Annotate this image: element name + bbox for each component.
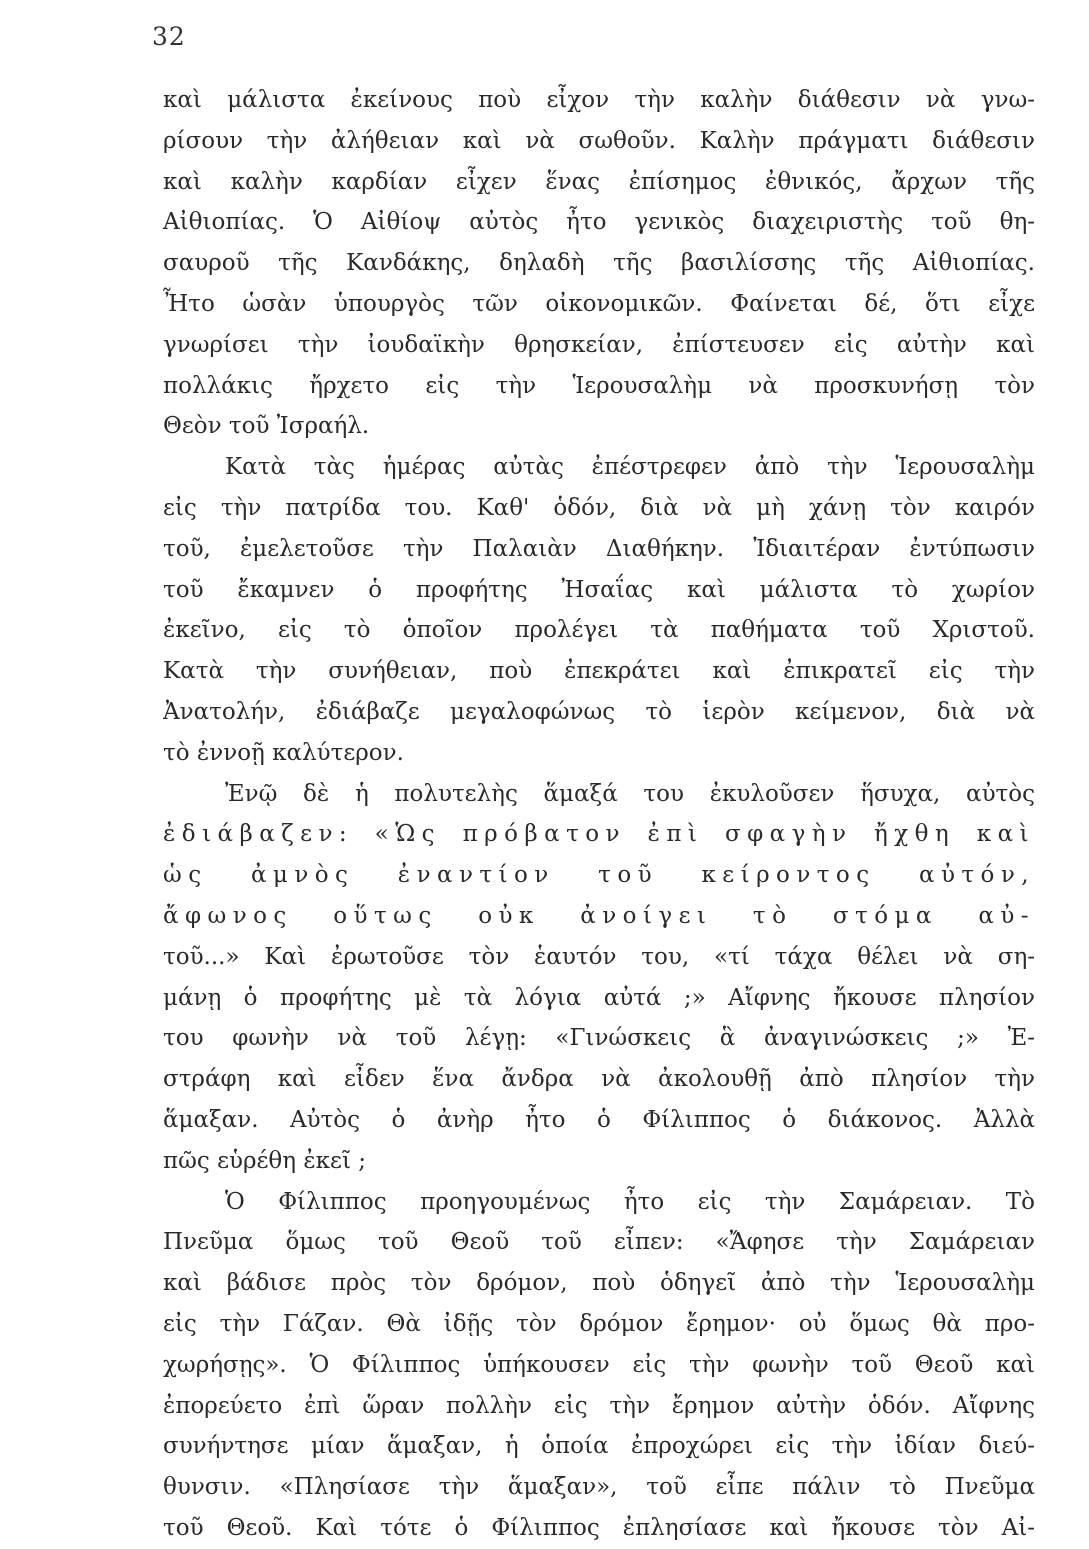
text-line: καὶ καλὴν καρδίαν εἶχεν ἕνας ἐπίσημος ἐθνικός, ἄρχων τῆς bbox=[163, 168, 1035, 195]
text-line: Ἐνῷ δὲ ἡ πολυτελὴς ἅμαξά του ἐκυλοῦσεν ἥσυχα, αὐτὸς bbox=[225, 780, 1035, 807]
text-line: ἐπορεύετο ἐπὶ ὥραν πολλὴν εἰς τὴν ἔρημον αὐτὴν ὁδόν. Αἴφνης bbox=[163, 1392, 1035, 1419]
text-line: Ἦτο ὡσὰν ὑπουργὸς τῶν οἰκονομικῶν. Φαίνεται δέ, ὅτι εἶχε bbox=[163, 290, 1035, 317]
text-line: Κατὰ τὰς ἡμέρας αὐτὰς ἐπέστρεφεν ἀπὸ τὴν Ἱερουσαλὴμ bbox=[225, 454, 1035, 481]
text-line: ἐκεῖνο, εἰς τὸ ὁποῖον προλέγει τὰ παθήματα τοῦ Χριστοῦ. bbox=[163, 617, 1035, 644]
text-line: τοῦ, ἐμελετοῦσε τὴν Παλαιὰν Διαθήκην. Ἰδιαιτέραν ἐντύπωσιν bbox=[163, 535, 1035, 562]
text-line: τοῦ Θεοῦ. Καὶ τότε ὁ Φίλιππος ἐπλησίασε καὶ ἤκουσε τὸν Αἰ- bbox=[163, 1514, 1035, 1541]
text-line: τοῦ...» Καὶ ἐρωτοῦσε τὸν ἑαυτόν του, «τί τάχα θέλει νὰ ση- bbox=[163, 943, 1035, 970]
text-line: πῶς εὑρέθη ἐκεῖ ; bbox=[163, 1147, 367, 1174]
text-line: Αἰθιοπίας. Ὁ Αἰθίοψ αὐτὸς ἦτο γενικὸς διαχειριστὴς τοῦ θη- bbox=[163, 209, 1035, 236]
text-line: Ἀνατολήν, ἐδιάβαζε μεγαλοφώνως τὸ ἱερὸν κείμενον, διὰ νὰ bbox=[163, 698, 1035, 725]
text-line: θυνσιν. «Πλησίασε τὴν ἅμαξαν», τοῦ εἶπε πάλιν τὸ Πνεῦμα bbox=[163, 1474, 1035, 1501]
text-line: καὶ μάλιστα ἐκείνους ποὺ εἶχον τὴν καλὴν διάθεσιν νὰ γνω- bbox=[163, 87, 1035, 113]
text-line: στράφη καὶ εἶδεν ἕνα ἄνδρα νὰ ἀκολουθῇ ἀπὸ πλησίον τὴν bbox=[163, 1066, 1035, 1093]
text-line: Ὁ Φίλιππος προηγουμένως ἦτο εἰς τὴν Σαμάρειαν. Τὸ bbox=[225, 1188, 1035, 1215]
page-number: 32 bbox=[152, 22, 186, 51]
text-line: χωρήσῃς». Ὁ Φίλιππος ὑπήκουσεν εἰς τὴν φωνὴν τοῦ Θεοῦ καὶ bbox=[163, 1351, 1035, 1378]
text-line: τὸ ἐννοῇ καλύτερον. bbox=[163, 739, 404, 766]
text-line: μάνῃ ὁ προφήτης μὲ τὰ λόγια αὐτά ;» Αἴφνης ἤκουσε πλησίον bbox=[163, 984, 1035, 1011]
text-line: πολλάκις ἤρχετο εἰς τὴν Ἱερουσαλὴμ νὰ προσκυνήσῃ τὸν bbox=[163, 372, 1035, 399]
text-line: συνήντησε μίαν ἅμαξαν, ἡ ὁποία ἐπροχώρει εἰς τὴν ἰδίαν διεύ- bbox=[163, 1433, 1035, 1460]
body-text bbox=[163, 80, 1035, 1549]
text-line: Πνεῦμα ὅμως τοῦ Θεοῦ τοῦ εἶπεν: «Ἄφησε τὴν Σαμάρειαν bbox=[163, 1229, 1035, 1256]
text-line: ὡς ἀμνὸς ἐναντίον τοῦ κείροντος αὐτόν, bbox=[163, 862, 1035, 889]
text-line: Κατὰ τὴν συνήθειαν, ποὺ ἐπεκράτει καὶ ἐπικρατεῖ εἰς τὴν bbox=[163, 658, 1035, 685]
text-line: καὶ βάδισε πρὸς τὸν δρόμον, ποὺ ὁδηγεῖ ἀπὸ τὴν Ἱερουσαλὴμ bbox=[163, 1270, 1035, 1297]
text-line: ἄφωνος οὕτως οὐκ ἀνοίγει τὸ στόμα αὐ- bbox=[163, 902, 1035, 929]
text-line: ἅμαξαν. Αὐτὸς ὁ ἀνὴρ ἦτο ὁ Φίλιππος ὁ διάκονος. Ἀλλὰ bbox=[163, 1106, 1035, 1133]
text-line: γνωρίσει τὴν ἰουδαϊκὴν θρησκείαν, ἐπίστευσεν εἰς αὐτὴν καὶ bbox=[163, 331, 1035, 358]
text-line: εἰς τὴν πατρίδα του. Καθ' ὁδόν, διὰ νὰ μὴ χάνῃ τὸν καιρόν bbox=[163, 494, 1035, 521]
text-line: ρίσουν τὴν ἀλήθειαν καὶ νὰ σωθοῦν. Καλὴν πράγματι διάθεσιν bbox=[163, 127, 1035, 154]
text-line: σαυροῦ τῆς Κανδάκης, δηλαδὴ τῆς βασιλίσσης τῆς Αἰθιοπίας. bbox=[163, 250, 1035, 277]
text-line: του φωνὴν νὰ τοῦ λέγῃ: «Γινώσκεις ἃ ἀναγινώσκεις ;» Ἐ- bbox=[163, 1025, 1035, 1052]
text-line: τοῦ ἔκαμνεν ὁ προφήτης Ἠσαΐας καὶ μάλιστα τὸ χωρίον bbox=[163, 576, 1035, 603]
text-line: εἰς τὴν Γάζαν. Θὰ ἰδῇς τὸν δρόμον ἔρημον· οὐ ὅμως θὰ προ- bbox=[163, 1310, 1035, 1337]
text-line: Θεὸν τοῦ Ἰσραήλ. bbox=[163, 413, 370, 440]
text-line: ἐδιάβαζεν: «Ὡς πρόβατον ἐπὶ σφαγὴν ἤχθη καὶ bbox=[163, 821, 1035, 848]
